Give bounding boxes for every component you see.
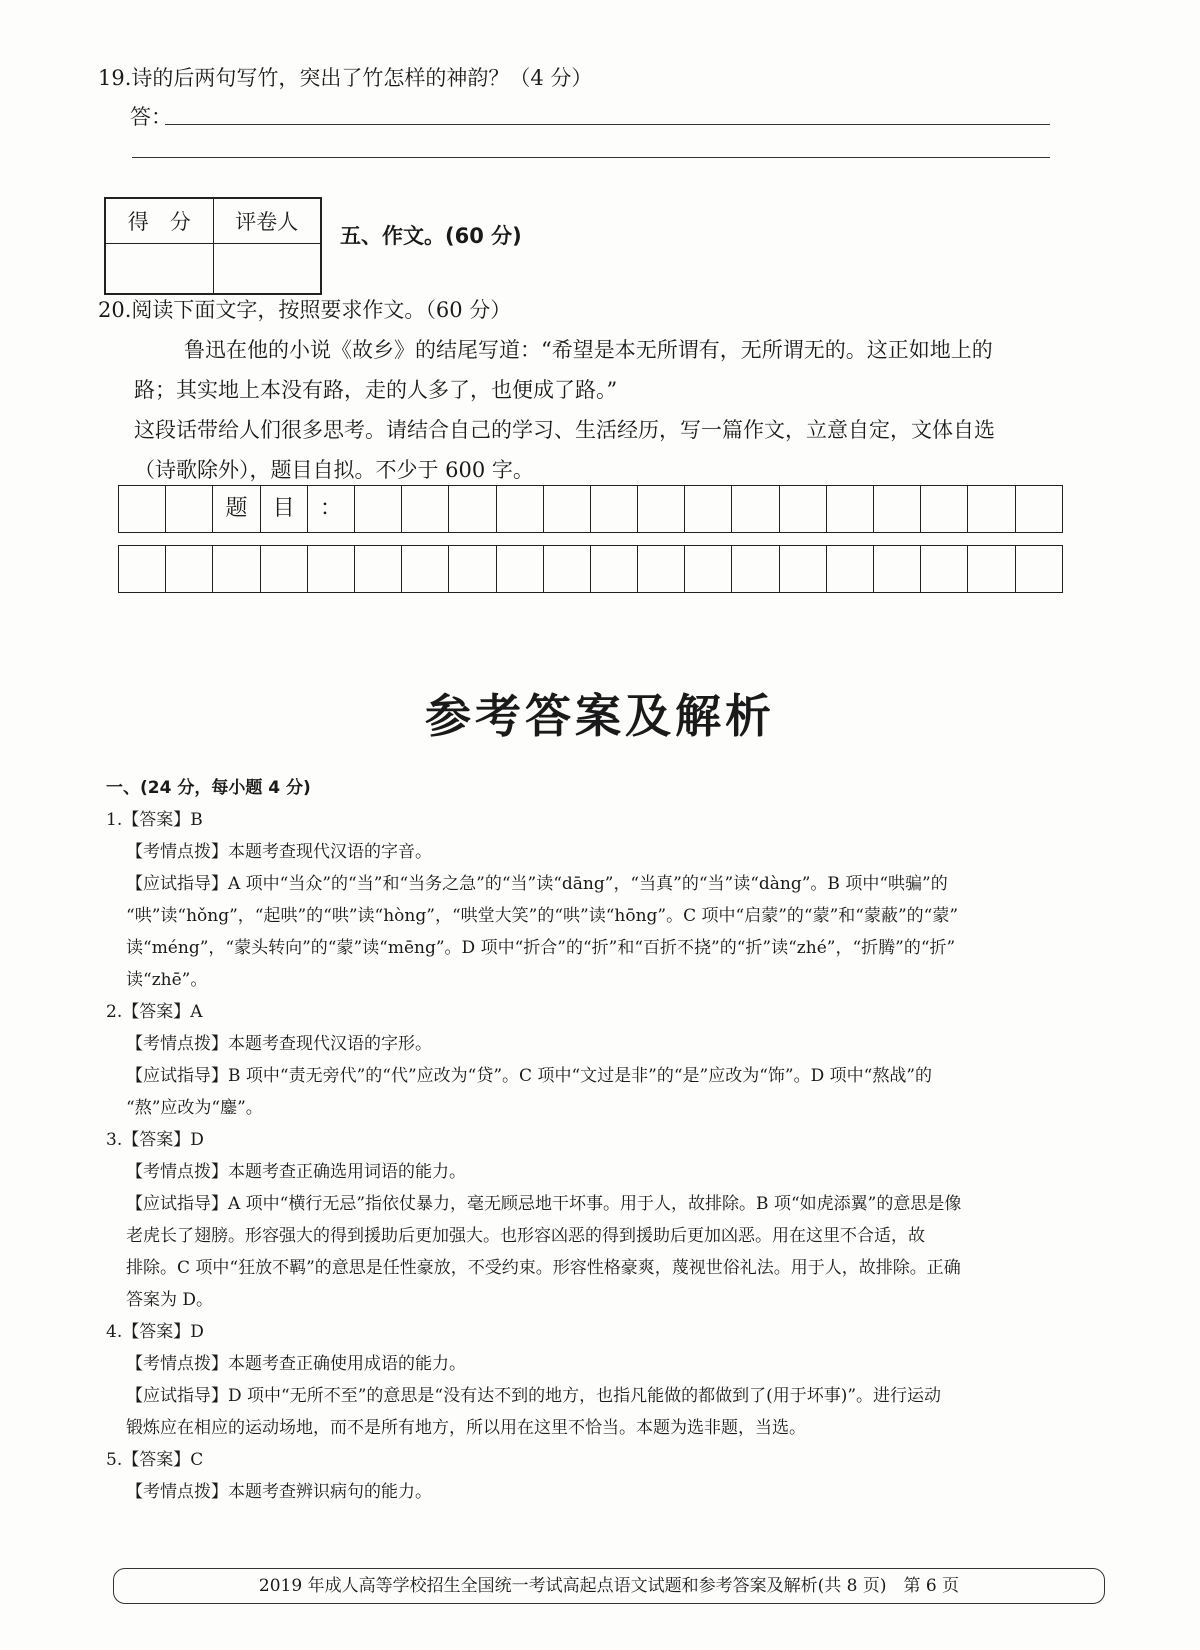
grid-cell[interactable] [827, 546, 874, 592]
section-5-heading: 五、作文。(60 分) [340, 224, 522, 248]
question-19: 19.诗的后两句写竹，突出了竹怎样的神韵？（4 分） [98, 66, 593, 90]
writing-grid-row [118, 545, 1063, 593]
quote-line-2: 路；其实地上本没有路，走的人多了，也便成了路。” [134, 378, 618, 402]
grid-cell[interactable] [780, 486, 827, 532]
grid-cell[interactable] [1016, 546, 1063, 592]
answer-3-guide: 排除。C 项中“狂放不羁”的意思是任性豪放，不受约束。形容性格豪爽，蔑视世俗礼法。用于人，故排除。正确 [126, 1258, 961, 1278]
requirement-line-1: 这段话带给人们很多思考。请结合自己的学习、生活经历，写一篇作文，立意自定，文体自选 [134, 418, 995, 442]
answers-section-1-heading: 一、(24 分，每小题 4 分) [106, 778, 311, 798]
grid-cell[interactable] [638, 546, 685, 592]
grid-cell[interactable] [732, 486, 779, 532]
question-20: 20.阅读下面文字，按照要求作文。（60 分） [98, 298, 512, 322]
grid-cell[interactable] [497, 546, 544, 592]
answers-section [106, 772, 1116, 1508]
answer-4-guide: 锻炼应在相应的运动场地，而不是所有地方，所以用在这里不恰当。本题为选非题，当选。 [126, 1418, 806, 1438]
grid-cell[interactable]: 目 [261, 486, 308, 532]
grader-cell[interactable] [213, 244, 321, 295]
answer-3-point: 【考情点拨】本题考查正确选用词语的能力。 [126, 1162, 466, 1182]
grid-cell[interactable] [874, 486, 921, 532]
answer-4-point: 【考情点拨】本题考查正确使用成语的能力。 [126, 1354, 466, 1374]
grid-cell[interactable] [261, 546, 308, 592]
answer-1-guide: 读“méng”，“蒙头转向”的“蒙”读“mēng”。D 项中“折合”的“折”和“百折不挠”的“折”读“zhé”，“折腾”的“折” [126, 938, 956, 958]
answer-4: 4.【答案】D [106, 1322, 204, 1342]
grid-cell[interactable] [732, 546, 779, 592]
answer-3-guide: 【应试指导】A 项中“横行无忌”指依仗暴力，毫无顾忌地干坏事。用于人，故排除。B 项“如虎添翼”的意思是像 [126, 1194, 962, 1214]
grid-cell[interactable] [355, 486, 402, 532]
page-footer: 2019 年成人高等学校招生全国统一考试高起点语文试题和参考答案及解析(共 8 页) 第 6 页 [113, 1568, 1105, 1604]
answer-1-guide: 【应试指导】A 项中“当众”的“当”和“当务之急”的“当”读“dāng”，“当真”的“当”读“dàng”。B 项中“哄骗”的 [126, 874, 948, 894]
grid-cell[interactable] [308, 546, 355, 592]
answer-5: 5.【答案】C [106, 1450, 204, 1470]
quote-line-1: 鲁迅在他的小说《故乡》的结尾写道：“希望是本无所谓有，无所谓无的。这正如地上的 [184, 338, 993, 362]
answer-2-guide: 【应试指导】B 项中“责无旁代”的“代”应改为“贷”。C 项中“文过是非”的“是”应改为“饰”。D 项中“熬战”的 [126, 1066, 933, 1086]
requirement-line-2: （诗歌除外），题目自拟。不少于 600 字。 [134, 458, 534, 482]
grid-cell[interactable] [402, 486, 449, 532]
grid-cell[interactable] [638, 486, 685, 532]
answer-3-guide: 答案为 D。 [126, 1290, 214, 1310]
grid-cell[interactable] [874, 546, 921, 592]
grader-label: 评卷人 [213, 198, 321, 244]
grid-cell[interactable] [780, 546, 827, 592]
answer-line-2[interactable] [132, 157, 1050, 158]
grid-cell[interactable] [166, 546, 213, 592]
grid-cell[interactable] [968, 546, 1015, 592]
grid-cell[interactable]: 题 [213, 486, 260, 532]
grid-cell[interactable] [1016, 486, 1063, 532]
grid-cell[interactable] [449, 546, 496, 592]
writing-grid-title-row [118, 485, 1063, 533]
grid-cell[interactable] [402, 546, 449, 592]
answer-3: 3.【答案】D [106, 1130, 204, 1150]
score-label: 得 分 [105, 198, 213, 244]
q20-passage [134, 330, 1064, 490]
answer-line-1[interactable] [165, 124, 1050, 125]
grid-cell[interactable]: ： [308, 486, 355, 532]
score-cell[interactable] [105, 244, 213, 295]
grid-cell[interactable] [591, 546, 638, 592]
grid-cell[interactable] [213, 546, 260, 592]
grid-cell[interactable] [119, 486, 166, 532]
grid-cell[interactable] [119, 546, 166, 592]
answer-1-guide: 读“zhē”。 [126, 970, 208, 990]
answer-2-guide: “熬”应改为“鏖”。 [126, 1098, 263, 1118]
answer-1: 1.【答案】B [106, 810, 203, 830]
grid-cell[interactable] [685, 486, 732, 532]
grid-cell[interactable] [166, 486, 213, 532]
grid-cell[interactable] [544, 486, 591, 532]
answers-title: 参考答案及解析 [425, 689, 775, 743]
grid-cell[interactable] [921, 486, 968, 532]
answer-3-guide: 老虎长了翅膀。形容强大的得到援助后更加强大。也形容凶恶的得到援助后更加凶恶。用在这里不合适，故 [126, 1226, 925, 1246]
answer-1-guide: “哄”读“hǒng”，“起哄”的“哄”读“hòng”，“哄堂大笑”的“哄”读“hōng”。C 项中“启蒙”的“蒙”和“蒙蔽”的“蒙” [126, 906, 959, 926]
answer-1-point: 【考情点拨】本题考查现代汉语的字音。 [126, 842, 432, 862]
grid-cell[interactable] [497, 486, 544, 532]
grid-cell[interactable] [968, 486, 1015, 532]
grid-cell[interactable] [449, 486, 496, 532]
grid-cell[interactable] [544, 546, 591, 592]
answer-2: 2.【答案】A [106, 1002, 203, 1022]
grid-cell[interactable] [591, 486, 638, 532]
grid-cell[interactable] [685, 546, 732, 592]
answer-5-point: 【考情点拨】本题考查辨识病句的能力。 [126, 1482, 432, 1502]
grid-cell[interactable] [827, 486, 874, 532]
grid-cell[interactable] [355, 546, 402, 592]
score-box [104, 197, 322, 295]
answer-2-point: 【考情点拨】本题考查现代汉语的字形。 [126, 1034, 432, 1054]
answer-4-guide: 【应试指导】D 项中“无所不至”的意思是“没有达不到的地方，也指凡能做的都做到了(用于坏事)”。进行运动 [126, 1386, 942, 1406]
answer-label: 答： [130, 105, 172, 129]
grid-cell[interactable] [921, 546, 968, 592]
